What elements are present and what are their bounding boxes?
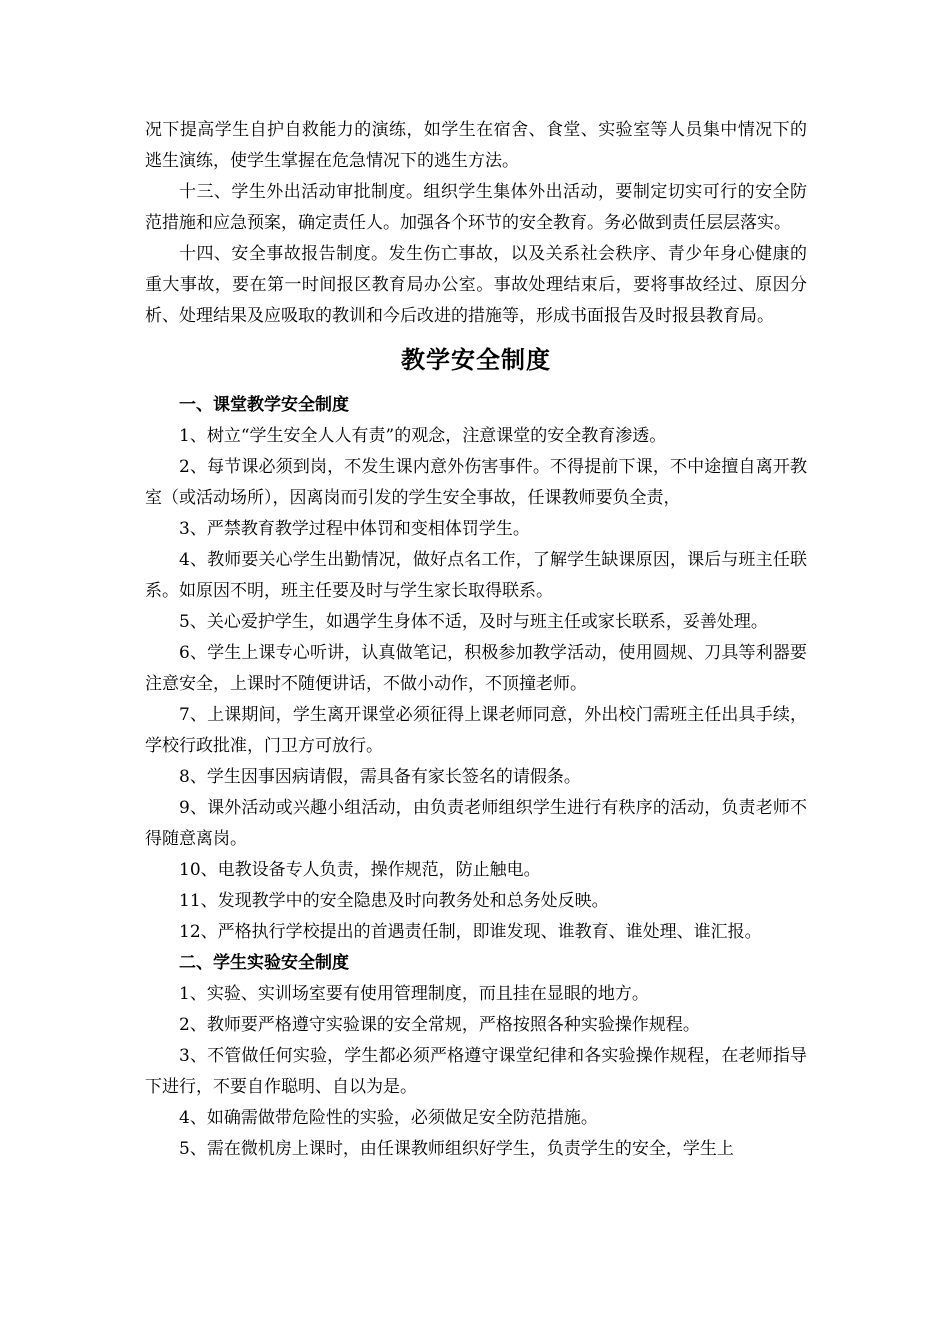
section2-item: 1、实验、实训场室要有使用管理制度，而且挂在显眼的地方。 (179, 984, 649, 1004)
section1-item: 5、关心爱护学生，如遇学生身体不适，及时与班主任或家长联系，妥善处理。 (179, 612, 768, 632)
section1-item: 1、树立“学生安全人人有责”的观念，注意课堂的安全教育渗透。 (179, 426, 667, 446)
intro-paragraph-continuation: 况下提高学生自护自救能力的演练，如学生在宿舍、食堂、实验室等人员集中情况下的逃生演练，使学生掌握在危急情况下的逃生方法。 (145, 120, 807, 171)
section2-item: 4、如确需做带危险性的实验，必须做足安全防范措施。 (179, 1108, 598, 1128)
section2-item: 3、不管做任何实验，学生都必须严格遵守课堂纪律和各实验操作规程，在老师指导下进行，不要自作聪明、自以为是。 (145, 1046, 807, 1097)
section1-item: 6、学生上课专心听讲，认真做笔记，积极参加教学活动，使用圆规、刀具等利器要注意安全，上课时不随便讲话，不做小动作，不顶撞老师。 (145, 643, 807, 694)
document-title: 教学安全制度 (401, 346, 551, 374)
section1-item: 8、学生因事因病请假，需具备有家长签名的请假条。 (179, 767, 581, 787)
section2-item: 5、需在微机房上课时，由任课教师组织好学生，负责学生的安全，学生上 (179, 1139, 734, 1159)
section2-item: 2、教师要严格遵守实验课的安全常规，严格按照各种实验操作规程。 (179, 1015, 700, 1035)
section1-item: 10、电教设备专人负责，操作规范，防止触电。 (179, 860, 541, 880)
intro-paragraph-13: 十三、学生外出活动审批制度。组织学生集体外出活动，要制定切实可行的安全防范措施和应急预案，确定责任人。加强各个环节的安全教育。务必做到责任层层落实。 (145, 182, 807, 233)
section-heading-experiment: 二、学生实验安全制度 (179, 953, 349, 973)
section1-item: 11、发现教学中的安全隐患及时向教务处和总务处反映。 (179, 891, 609, 911)
section1-item: 9、课外活动或兴趣小组活动，由负责老师组织学生进行有秩序的活动，负责老师不得随意离岗。 (145, 798, 807, 849)
section-heading-classroom: 一、课堂教学安全制度 (179, 395, 349, 415)
section1-item: 3、严禁教育教学过程中体罚和变相体罚学生。 (179, 519, 530, 539)
intro-paragraph-14: 十四、安全事故报告制度。发生伤亡事故，以及关系社会秩序、青少年身心健康的重大事故，要在第一时间报区教育局办公室。事故处理结束后，要将事故经过、原因分析、处理结果及应吸取的教训和今后改进的措施等，形成书面报告及时报县教育局。 (145, 244, 807, 326)
document-body (145, 115, 807, 1165)
section1-item: 4、教师要关心学生出勤情况，做好点名工作，了解学生缺课原因，课后与班主任联系。如原因不明，班主任要及时与学生家长取得联系。 (145, 550, 807, 601)
section1-item: 7、上课期间，学生离开课堂必须征得上课老师同意，外出校门需班主任出具手续，学校行政批准，门卫方可放行。 (145, 705, 807, 756)
section1-item: 2、每节课必须到岗，不发生课内意外伤害事件。不得提前下课，不中途擅自离开教室（或活动场所），因离岗而引发的学生安全事故，任课教师要负全责， (145, 457, 807, 508)
section1-item: 12、严格执行学校提出的首遇责任制，即谁发现、谁教育、谁处理、谁汇报。 (179, 922, 762, 942)
